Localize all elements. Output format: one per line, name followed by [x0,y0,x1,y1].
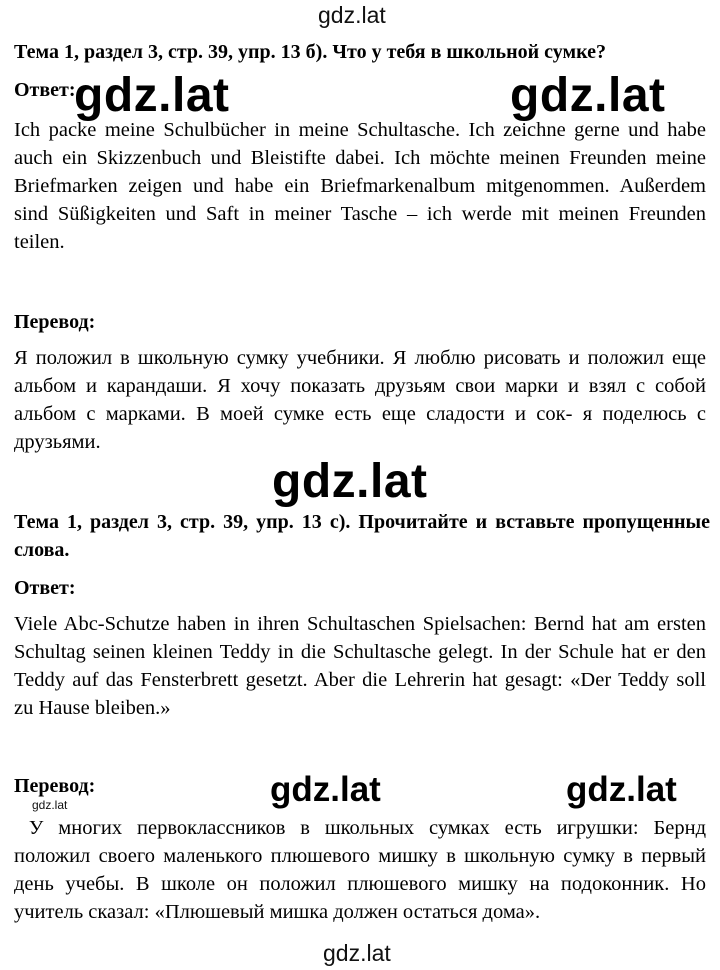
answer-line: Schultag seinen kleinen Teddy in die Schultasche gelegt. In der Schule hat er den [14,641,706,663]
translation-line: день учебы. В школе он положил плюшевого мишку на подоконник. Но [14,873,706,895]
watermark-translation-right: gdz.lat [566,770,677,809]
translation-line: Я положил в школьную сумку учебники. Я люблю рисовать и положил еще [14,347,706,369]
watermark-middle: gdz.lat [272,455,428,508]
section1-answer-text [14,116,706,256]
section1-translation-label: Перевод: [14,311,96,333]
watermark-answer-left: gdz.lat [74,69,230,122]
translation-line: альбом с марками. В моей сумке есть еще сладости и сок- я поделюсь с [14,403,706,425]
answer-line: Teddy auf das Fensterbrett gesetzt. Aber die Lehrerin hat gesagt: «Der Teddy soll [14,669,706,691]
section2-heading-line: Тема 1, раздел 3, стр. 39, упр. 13 c). Прочитайте и вставьте пропущенные [14,511,710,533]
answer-line: Viele Abc-Schutze haben in ihren Schultaschen Spielsachen: Bernd hat am ersten [14,613,706,635]
answer-line: zu Hause bleiben.» [14,697,171,719]
watermark-translation-small: gdz.lat [32,798,68,812]
section1-heading: Тема 1, раздел 3, стр. 39, упр. 13 б). Что у тебя в школьной сумке? [14,41,606,63]
translation-line: друзьями. [14,431,101,453]
section2-translation-label: Перевод: [14,775,96,797]
translation-line: У многих первоклассников в школьных сумках есть игрушки: Бернд [14,817,706,839]
watermark-translation-mid: gdz.lat [270,770,381,809]
section2-answer-text [14,610,706,722]
section2-heading-line: слова. [14,539,70,561]
answer-line: Ich packe meine Schulbücher in meine Schultasche. Ich zeichne gerne und habe [14,119,706,141]
section1-translation-text [14,344,706,456]
answer-line: auch ein Skizzenbuch und Bleistifte dabei. Ich möchte meinen Freunden meine [14,147,706,169]
section2-translation-text [14,814,706,926]
section2-answer-label: Ответ: [14,577,76,599]
watermark-top: gdz.lat [318,2,386,28]
answer-line: sind Süßigkeiten und Saft in meiner Tasche – ich werde mit meinen Freunden [14,203,706,225]
watermark-bottom: gdz.lat [323,940,391,966]
translation-line: положил своего маленького плюшевого мишку в школьную сумку в первый [14,845,706,867]
answer-line: teilen. [14,231,65,253]
section2-heading [14,508,710,564]
section1-answer-label: Ответ: [14,79,76,101]
translation-line: учитель сказал: «Плюшевый мишка должен остаться дома». [14,901,541,923]
translation-line: альбом и карандаши. Я хочу показать друзьям свои марки и взял с собой [14,375,706,397]
watermark-answer-right: gdz.lat [510,69,666,122]
answer-line: Briefmarken zeigen und habe ein Briefmarkenalbum mitgenommen. Außerdem [14,175,706,197]
